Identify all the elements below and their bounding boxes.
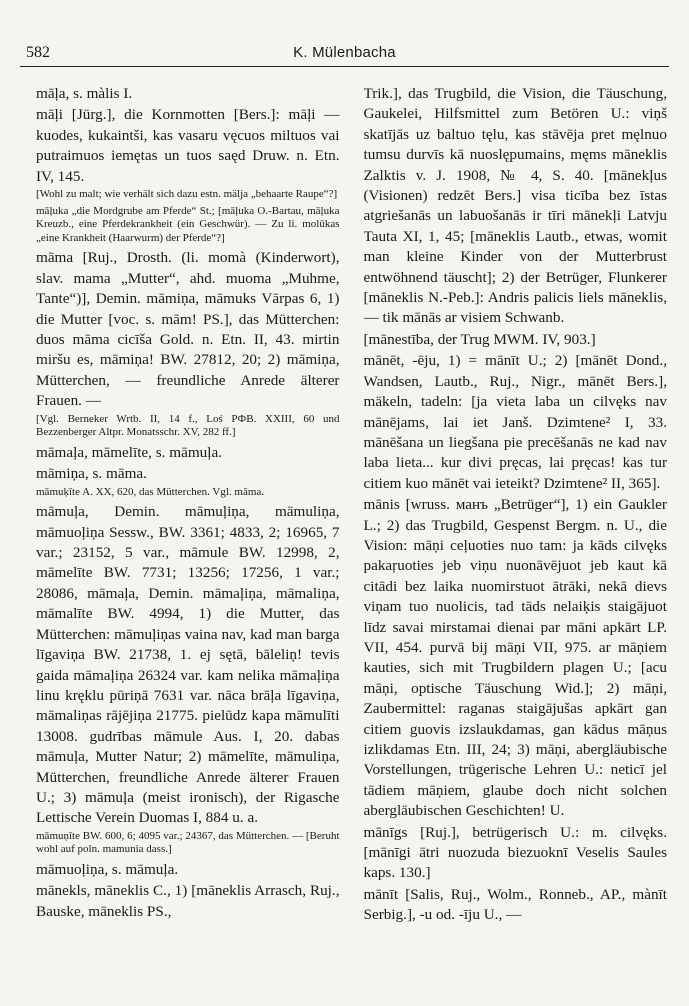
dictionary-note: māļuka „die Mordgrube am Pferde“ St.; [māļuka O.-Bartau, māļuka Kreuzb., eine Pferdekrankheit (ein Geschwür). — Zu li. molūkas „eine Krankheit (Haarwurm) der Pferde“?] [36, 204, 340, 244]
left-column [36, 84, 340, 986]
dictionary-entry: mānekls, māneklis C., 1) [māneklis Arrasch, Ruj., Bauske, māneklis PS., [36, 882, 340, 920]
dictionary-entry: māma [Ruj., Drosth. (li. momà (Kinderwort), slav. mama „Mutter“, ahd. muoma „Muhme, Tante“)], Demin. māmiņa, māmuks Vārpas 6, 1) die Mutter [voc. s. mām! PS.], das Mütterchen: duos māma cicīša Gold. n. Etn. II, 43. mirtin miršu es, māmiņa! BW. 27812, 20; 2) māmiņa, Mütterchen, — freundliche Anrede älterer Frauen. — [36, 249, 340, 410]
dictionary-entry: māmaļa, māmelīte, s. māmuļa. [36, 443, 222, 461]
dictionary-entry: mānēt, -ēju, 1) = mānīt U.; 2) [mānēt Dond., Wandsen, Lautb., Ruj., Nigr., mānēt Bers.], mäkeln, tadeln: [ja vieta laba un cilvęks nav mānējams, lai iet Janš. Dzimtene² I, 33. mānēšana un liegšana pie precēšanās ne kad nav laba lieta... kur divi pręcas, lai pręcas! kas tur citiem kuo mānēt vai ieteikt? Dzimtene² II, 365]. [363, 352, 667, 492]
dictionary-entry: māļa, s. màlis I. [36, 85, 133, 102]
dictionary-entry: mānīt [Salis, Ruj., Wolm., Ronneb., AP., mànīt Serbig.], -u od. -īju U., — [363, 885, 667, 924]
running-head: K. Mülenbacha [293, 44, 396, 61]
dictionary-note: [Wohl zu malt; wie verhält sich dazu estn. mälja „behaarte Raupe“?] [36, 188, 338, 201]
dictionary-entry: māmuļa, Demin. māmuļiņa, māmuliņa, māmuoļiņa Sessw., BW. 3361; 4833, 2; 16965, 7 var.; 23152, 5 var., māmule BW. 12998, 2, māmelīte BW. 7731; 13256; 17256, 1 var.; 28086, māmaļa, Demin. māmaļiņa, māmaliņa, māmalīte BW. 4994, 1) die Mutter, das Mütterchen: māmuļiņas vaina nav, kad man barga līgaviņa BW. 21738, 1. ej sętā, bāleliņ! tevis gaida māmaļiņa 26324 var. kam nelika māmaļiņa linu kręklu pūriņā 7631 var. nāca brāļa līgaviņa, māmaliņas rājējiņa 21775. pielūdz kapa māmulīti 13008. gudrības māmule Aus. I, 20. dabas māmuļa, Mutter Natur; 2) māmelīte, māmuliņa, Mütterchen, freundliche Anrede älterer Frauen U.; 3) māmuļa (meist ironisch), der Rigasche Lettische Verein Duomas I, 884 u. a. [36, 503, 340, 827]
dictionary-note: [Vgl. Berneker Wrtb. II, 14 f., Loś PФВ. XXIII, 60 und Bezzenberger Altpr. Monatsschr. XV, 282 ff.] [36, 412, 340, 439]
dictionary-entry: māmiņa, s. māma. [36, 465, 147, 483]
dictionary-entry: Trik.], das Trugbild, die Vision, die Täuschung, Gaukelei, Hilfsmittel zum Betören U.: viņš skatījās uz baltuo tęlu, kas stāvēja pret męlnuo tumsu durvīs kā nuoslępumains, męms māneklis Zalktis v. J. 1908, № 4, S. 40. [mānekļus (Visionen) redzēt Bers.] visa ticība bez īstas atgriešanās un labuošanās ir tīri mānekļi Latvju Tauta XI, 1, 45; [māneklis Lautb., etwas, womit man kleine Kinder von der Mutterbrust entwöhnend täuscht]; 2) der Betrüger, Flunkerer [māneklis N.-Peb.]: Andris palicis liels māneklis, — tik mānās ar visiem Schwanb. [363, 85, 667, 327]
dictionary-entry: māļi [Jürg.], die Kornmotten [Bers.]: māļi — kuodes, kukaintši, kas vasaru vęcuos miltuos vai putraimuos iemętas un tuos saęd Druw. n. Etn. IV, 145. [36, 106, 340, 185]
text-columns [36, 84, 667, 986]
dictionary-note: māmuņīte BW. 600, 6; 4095 var.; 24367, das Mütterchen. — [Beruht wohl auf poln. mamunia dass.] [36, 829, 340, 856]
dictionary-note: māmuķīte A. XX, 620, das Mütterchen. Vgl. māma. [36, 485, 265, 498]
dictionary-entry: mānīgs [Ruj.], betrügerisch U.: m. cilvęks. [mānīgi ātri nuozuda biezuoknī Veselis Saules kaps. 130.] [363, 823, 667, 882]
page-header [20, 42, 669, 67]
dictionary-entry: mānis [wruss. манъ „Betrüger“], 1) ein Gaukler L.; 2) das Trugbild, Gespenst Bergm. n. U., die Vision: māņi ceļuoties nuo tam: ja kāds cilvęks pakaŗuoties jeb viņu nuonāvējuot jeb kaut kā citādi bez laika nuomirstuot ātrāki, nekā dievs viņam tuo nuolicis, tad tāds nelaiķis staigājuot līdz savai mirstamai dienai par māni apkārt LP. VII, 454. purvā bij māņi VII, 975. ar māņiem kauties, sich mit Trugbildern plagen U.; [acu māņi, optische Täuschung Wid.]; 2) māņi, Zaubermittel: raganas staigājušas apkārt gan citiem guovis izslaukdamas, gan kādus māņus izlikdamas Etn. III, 24; 3) māņi, abergläubische Vorstellungen, trügerische Lehren U.: neticī jel tādiem māņiem, glaube doch nicht solchen abergläubischen Geschichten! U. [363, 496, 667, 820]
page-number: 582 [26, 44, 50, 61]
dictionary-entry: māmuoļiņa, s. māmuļa. [36, 860, 179, 878]
right-column [364, 84, 668, 986]
dictionary-entry: [mānestība, der Trug MWM. IV, 903.] [363, 330, 596, 348]
